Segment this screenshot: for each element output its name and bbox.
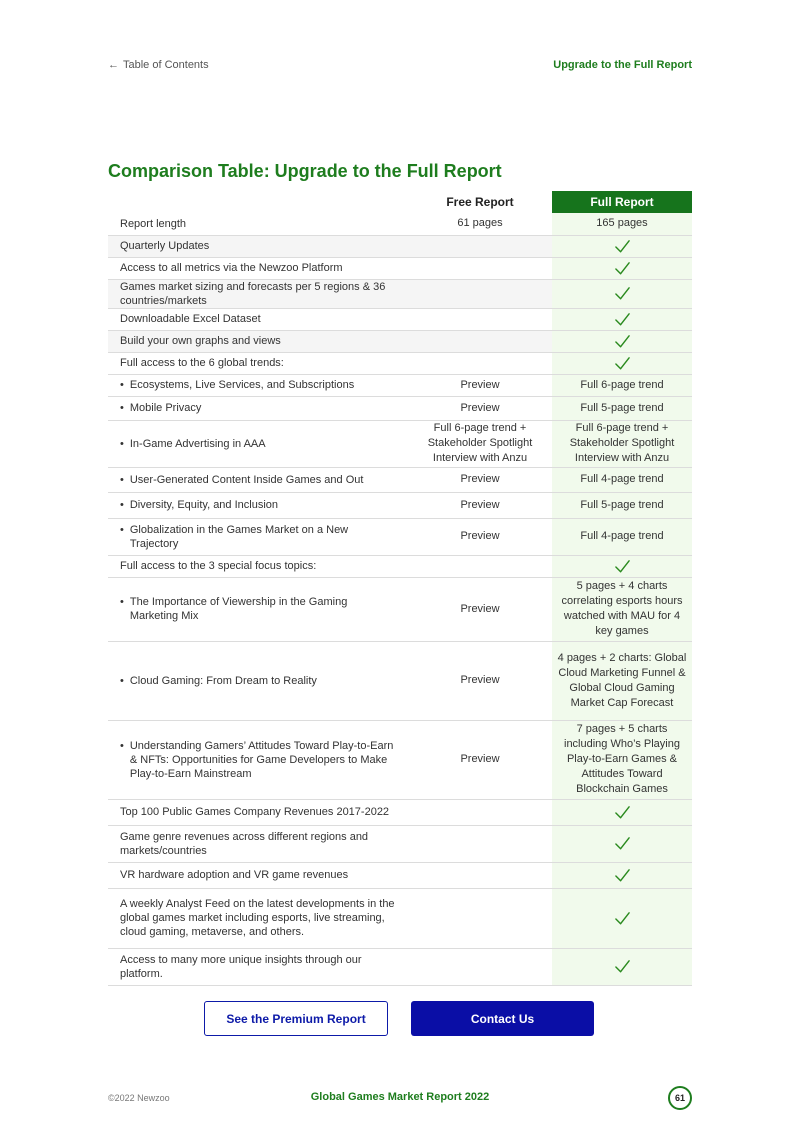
bullet-icon: • [120, 739, 124, 752]
bullet-icon: • [120, 674, 124, 687]
row-label: Games market sizing and forecasts per 5 regions & 36 countries/markets [108, 279, 408, 308]
bullet-item [120, 739, 396, 781]
row-label-text: Mobile Privacy [129, 402, 202, 414]
row-label: Game genre revenues across different regions and markets/countries [108, 825, 408, 862]
bullet-item [120, 674, 396, 688]
checkmark-icon [614, 260, 631, 277]
free-report-cell [408, 799, 552, 825]
bullet-item [120, 473, 396, 487]
row-label: Access to all metrics via the Newzoo Platform [108, 257, 408, 279]
comparison-table-container [108, 191, 692, 986]
free-report-cell: Preview [408, 467, 552, 492]
row-label [108, 720, 408, 799]
full-report-cell [552, 257, 692, 279]
table-row [108, 374, 692, 396]
free-report-cell [408, 257, 552, 279]
full-report-cell [552, 948, 692, 985]
checkmark-icon [614, 958, 631, 975]
full-report-cell [552, 352, 692, 374]
row-label: Downloadable Excel Dataset [108, 308, 408, 330]
free-report-cell [408, 330, 552, 352]
row-label [108, 396, 408, 420]
table-row [108, 257, 692, 279]
full-report-cell: Full 6-page trend + Stakeholder Spotlight Interview with Anzu [552, 420, 692, 467]
table-of-contents-link[interactable] [108, 59, 209, 71]
full-report-cell [552, 555, 692, 577]
table-row [108, 888, 692, 948]
row-label-text: Globalization in the Games Market on a New Trajectory [129, 523, 349, 550]
row-label-text: In-Game Advertising in AAA [129, 437, 266, 450]
header-feature-column [108, 191, 408, 213]
free-report-cell [408, 948, 552, 985]
table-row [108, 825, 692, 862]
checkmark-icon [614, 910, 631, 927]
free-report-cell: 61 pages [408, 213, 552, 235]
checkmark-icon [614, 311, 631, 328]
upgrade-full-report-link[interactable]: Upgrade to the Full Report [553, 59, 692, 71]
free-report-cell [408, 308, 552, 330]
row-label-text: The Importance of Viewership in the Gaming Marketing Mix [129, 596, 348, 622]
free-report-cell [408, 279, 552, 308]
bullet-item [120, 401, 396, 415]
free-report-cell [408, 352, 552, 374]
full-report-cell [552, 825, 692, 862]
page-number: 61 [668, 1086, 692, 1110]
free-report-cell [408, 862, 552, 888]
table-row [108, 235, 692, 257]
table-row [108, 799, 692, 825]
table-row [108, 948, 692, 985]
full-report-cell: Full 6-page trend [552, 374, 692, 396]
row-label [108, 374, 408, 396]
free-report-cell: Preview [408, 492, 552, 518]
free-report-cell: Preview [408, 720, 552, 799]
bullet-item [120, 523, 396, 551]
copyright: ©2022 Newzoo [108, 1093, 170, 1103]
checkmark-icon [614, 804, 631, 821]
table-row [108, 213, 692, 235]
row-label-text: Cloud Gaming: From Dream to Reality [129, 674, 317, 687]
report-name: Global Games Market Report 2022 [310, 1091, 490, 1103]
full-report-cell: Full 4-page trend [552, 518, 692, 555]
full-report-cell: Full 4-page trend [552, 467, 692, 492]
free-report-cell: Preview [408, 396, 552, 420]
table-row [108, 308, 692, 330]
full-report-cell [552, 888, 692, 948]
bullet-item [120, 378, 396, 392]
header-free-report: Free Report [446, 195, 514, 209]
bullet-icon: • [120, 437, 124, 450]
full-report-cell [552, 279, 692, 308]
full-report-cell: 165 pages [552, 213, 692, 235]
table-of-contents-label: Table of Contents [123, 59, 209, 71]
full-report-cell [552, 235, 692, 257]
bullet-icon: • [120, 523, 124, 536]
table-row [108, 862, 692, 888]
row-label [108, 467, 408, 492]
table-row [108, 518, 692, 555]
bullet-item [120, 498, 396, 512]
bullet-icon: • [120, 402, 124, 414]
contact-us-button[interactable]: Contact Us [411, 1001, 594, 1036]
bullet-icon: • [120, 499, 124, 511]
checkmark-icon [614, 238, 631, 255]
bullet-icon: • [120, 379, 124, 391]
row-label: Report length [108, 213, 408, 235]
table-row [108, 641, 692, 720]
free-report-cell: Preview [408, 518, 552, 555]
header-full-report: Full Report [552, 191, 692, 213]
checkmark-icon [614, 867, 631, 884]
full-report-cell: Full 5-page trend [552, 396, 692, 420]
checkmark-icon [614, 558, 631, 575]
table-row [108, 492, 692, 518]
table-row [108, 352, 692, 374]
free-report-cell [408, 555, 552, 577]
table-row [108, 720, 692, 799]
full-report-cell [552, 862, 692, 888]
full-report-cell: 7 pages + 5 charts including Who’s Playing Play-to-Earn Games & Attitudes Toward Blockchain Games [552, 720, 692, 799]
row-label: Top 100 Public Games Company Revenues 2017-2022 [108, 799, 408, 825]
row-label [108, 641, 408, 720]
arrow-left-icon: ← [108, 59, 119, 71]
table-row [108, 420, 692, 467]
row-label: Quarterly Updates [108, 235, 408, 257]
free-report-cell: Preview [408, 374, 552, 396]
checkmark-icon [614, 285, 631, 302]
row-label: Build your own graphs and views [108, 330, 408, 352]
bullet-icon: • [120, 473, 124, 486]
table-row [108, 330, 692, 352]
free-report-cell: Preview [408, 577, 552, 641]
free-report-cell [408, 235, 552, 257]
row-label-text: User-Generated Content Inside Games and Out [129, 473, 364, 486]
row-label: Full access to the 3 special focus topics: [108, 555, 408, 577]
row-label [108, 420, 408, 467]
row-label-text: Diversity, Equity, and Inclusion [129, 499, 279, 511]
row-label-text: Ecosystems, Live Services, and Subscriptions [129, 379, 355, 391]
bullet-item [120, 437, 396, 451]
table-header-row [108, 191, 692, 213]
bullet-item [120, 595, 396, 623]
checkmark-icon [614, 835, 631, 852]
bullet-icon: • [120, 596, 124, 608]
full-report-cell: 5 pages + 4 charts correlating esports hours watched with MAU for 4 key games [552, 577, 692, 641]
checkmark-icon [614, 355, 631, 372]
free-report-cell: Full 6-page trend + Stakeholder Spotlight Interview with Anzu [408, 420, 552, 467]
full-report-cell [552, 799, 692, 825]
free-report-cell [408, 888, 552, 948]
table-row [108, 577, 692, 641]
row-label-text: Understanding Gamers’ Attitudes Toward Play-to-Earn & NFTs: Opportunities for Game Developers to Make Play-to-Earn Mainstream [129, 739, 394, 780]
see-premium-report-button[interactable]: See the Premium Report [204, 1001, 388, 1036]
row-label: VR hardware adoption and VR game revenues [108, 862, 408, 888]
free-report-cell: Preview [408, 641, 552, 720]
full-report-cell: Full 5-page trend [552, 492, 692, 518]
table-row [108, 467, 692, 492]
checkmark-icon [614, 333, 631, 350]
page-title: Comparison Table: Upgrade to the Full Report [108, 161, 502, 181]
full-report-cell [552, 330, 692, 352]
table-row [108, 279, 692, 308]
free-report-cell [408, 825, 552, 862]
row-label [108, 577, 408, 641]
row-label [108, 518, 408, 555]
table-row [108, 396, 692, 420]
full-report-cell: 4 pages + 2 charts: Global Cloud Marketing Funnel & Global Cloud Gaming Market Cap Forecast [552, 641, 692, 720]
row-label: Access to many more unique insights through our platform. [108, 948, 408, 985]
row-label [108, 492, 408, 518]
row-label: Full access to the 6 global trends: [108, 352, 408, 374]
row-label: A weekly Analyst Feed on the latest developments in the global games market including esports, live streaming, cloud gaming, metaverse, and others. [108, 888, 408, 948]
comparison-table [108, 191, 692, 986]
full-report-cell [552, 308, 692, 330]
table-row [108, 555, 692, 577]
